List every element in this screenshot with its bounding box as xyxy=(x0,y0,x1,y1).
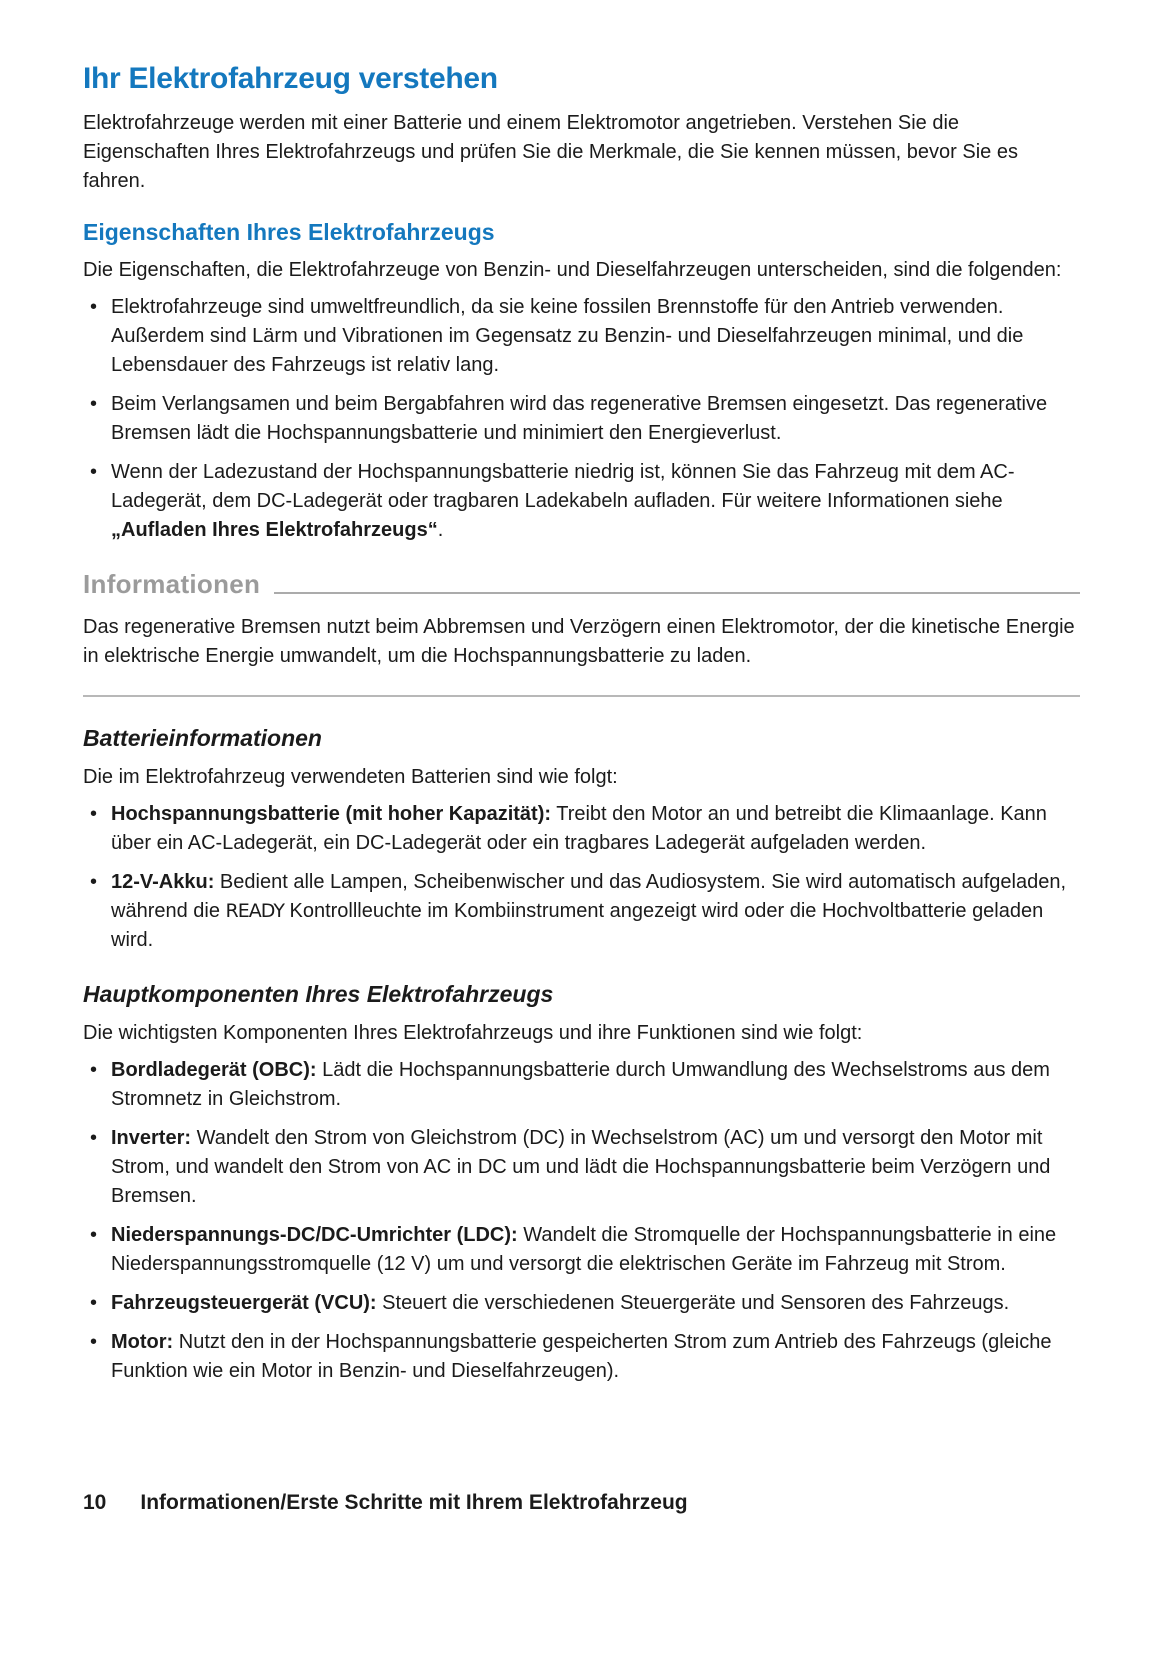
list-item xyxy=(83,1328,1080,1386)
ready-indicator-label: READY xyxy=(225,900,284,922)
term-label: Fahrzeugsteuergerät (VCU): xyxy=(111,1292,377,1314)
components-list xyxy=(83,1056,1080,1386)
bullet-text: Wandelt die Stromquelle der Hochspannungsbatterie in eine Niederspannungsstromquelle (12 V) um und versorgt die elektrischen Geräte im Fahrzeug mit Strom. xyxy=(111,1224,1057,1275)
list-item xyxy=(83,868,1080,955)
footer-section-title: Informationen/Erste Schritte mit Ihrem Elektrofahrzeug xyxy=(140,1491,688,1514)
term-label: Inverter: xyxy=(111,1127,192,1149)
term-label: Bordladegerät (OBC): xyxy=(111,1059,317,1081)
bullet-text: . xyxy=(437,519,444,541)
page-footer xyxy=(83,1491,688,1515)
components-section-heading: Hauptkomponenten Ihres Elektrofahrzeugs xyxy=(83,981,554,1007)
list-item xyxy=(83,1221,1080,1279)
term-label: Motor: xyxy=(111,1331,174,1353)
intro-paragraph: Elektrofahrzeuge werden mit einer Batterie und einem Elektromotor angetrieben. Verstehen Sie die Eigenschaften Ihres Elektrofahrzeugs und prüfen Sie die Merkmale, die Sie kennen müssen, bevor Sie es fahren. xyxy=(83,112,1018,192)
battery-intro: Die im Elektrofahrzeug verwendeten Batterien sind wie folgt: xyxy=(83,766,618,788)
info-paragraph: Das regenerative Bremsen nutzt beim Abbremsen und Verzögern einen Elektromotor, der die kinetische Energie in elektrische Energie umwandelt, um die Hochspannungsbatterie zu laden. xyxy=(83,616,1075,667)
list-item xyxy=(83,1056,1080,1114)
bullet-text: Nutzt den in der Hochspannungsbatterie gespeicherten Strom zum Antrieb des Fahrzeugs (gleiche Funktion wie ein Motor in Benzin- und Dieselfahrzeugen). xyxy=(111,1331,1052,1382)
features-section-heading: Eigenschaften Ihres Elektrofahrzeugs xyxy=(83,219,495,245)
list-item xyxy=(83,293,1080,380)
list-item xyxy=(83,1289,1080,1318)
list-item xyxy=(83,390,1080,448)
battery-list xyxy=(83,800,1080,955)
bullet-text: Lädt die Hochspannungsbatterie durch Umwandlung des Wechselstroms aus dem Stromnetz in Gleichstrom. xyxy=(111,1059,1050,1110)
bullet-text: Treibt den Motor an und betreibt die Klimaanlage. Kann über ein AC-Ladegerät, ein DC-Ladegerät oder ein tragbares Ladegerät aufgeladen werden. xyxy=(111,803,1047,854)
features-intro: Die Eigenschaften, die Elektrofahrzeuge von Benzin- und Dieselfahrzeugen unterscheiden, sind die folgenden: xyxy=(83,259,1062,281)
bullet-text: Wandelt den Strom von Gleichstrom (DC) in Wechselstrom (AC) um und versorgt den Motor mit Strom, und wandelt den Strom von AC in DC um und lädt die Hochspannungsbatterie beim Verzögern und Bremsen. xyxy=(111,1127,1051,1207)
bullet-text: Bedient alle Lampen, Scheibenwischer und das Audiosystem. Sie wird automatisch aufgeladen, während die xyxy=(111,871,1066,922)
term-label: Niederspannungs-DC/DC-Umrichter (LDC): xyxy=(111,1224,518,1246)
term-label: Hochspannungsbatterie (mit hoher Kapazität): xyxy=(111,803,552,825)
page-title: Ihr Elektrofahrzeug verstehen xyxy=(83,62,498,95)
page-number: 10 xyxy=(83,1491,107,1514)
section-divider xyxy=(83,695,1080,697)
info-heading-rule xyxy=(274,592,1080,594)
battery-section-heading: Batterieinformationen xyxy=(83,725,322,751)
term-label: 12-V-Akku: xyxy=(111,871,215,893)
features-list xyxy=(83,293,1080,545)
bullet-text: Kontrollleuchte im Kombiinstrument angezeigt wird oder die Hochvoltbatterie geladen wird. xyxy=(111,900,1044,951)
bullet-text: Beim Verlangsamen und beim Bergabfahren wird das regenerative Bremsen eingesetzt. Das regenerative Bremsen lädt die Hochspannungsbatterie und minimiert den Energieverlust. xyxy=(111,393,1048,444)
bullet-text: Wenn der Ladezustand der Hochspannungsbatterie niedrig ist, können Sie das Fahrzeug mit dem AC-Ladegerät, dem DC-Ladegerät oder tragbaren Ladekabeln aufladen. Für weitere Informationen siehe xyxy=(111,461,1015,512)
info-heading-row xyxy=(83,569,1080,600)
bullet-text: Elektrofahrzeuge sind umweltfreundlich, da sie keine fossilen Brennstoffe für den Antrieb verwenden. Außerdem sind Lärm und Vibrationen im Gegensatz zu Benzin- und Dieselfahrzeugen minimal, und die Lebensdauer des Fahrzeugs ist relativ lang. xyxy=(111,296,1024,376)
list-item xyxy=(83,1124,1080,1211)
cross-reference-label: „Aufladen Ihres Elektrofahrzeugs“ xyxy=(111,519,438,541)
bullet-text: Steuert die verschiedenen Steuergeräte und Sensoren des Fahrzeugs. xyxy=(376,1292,1010,1314)
list-item xyxy=(83,800,1080,858)
list-item xyxy=(83,458,1080,545)
components-intro: Die wichtigsten Komponenten Ihres Elektrofahrzeugs und ihre Funktionen sind wie folgt: xyxy=(83,1022,863,1044)
info-heading: Informationen xyxy=(83,569,261,599)
